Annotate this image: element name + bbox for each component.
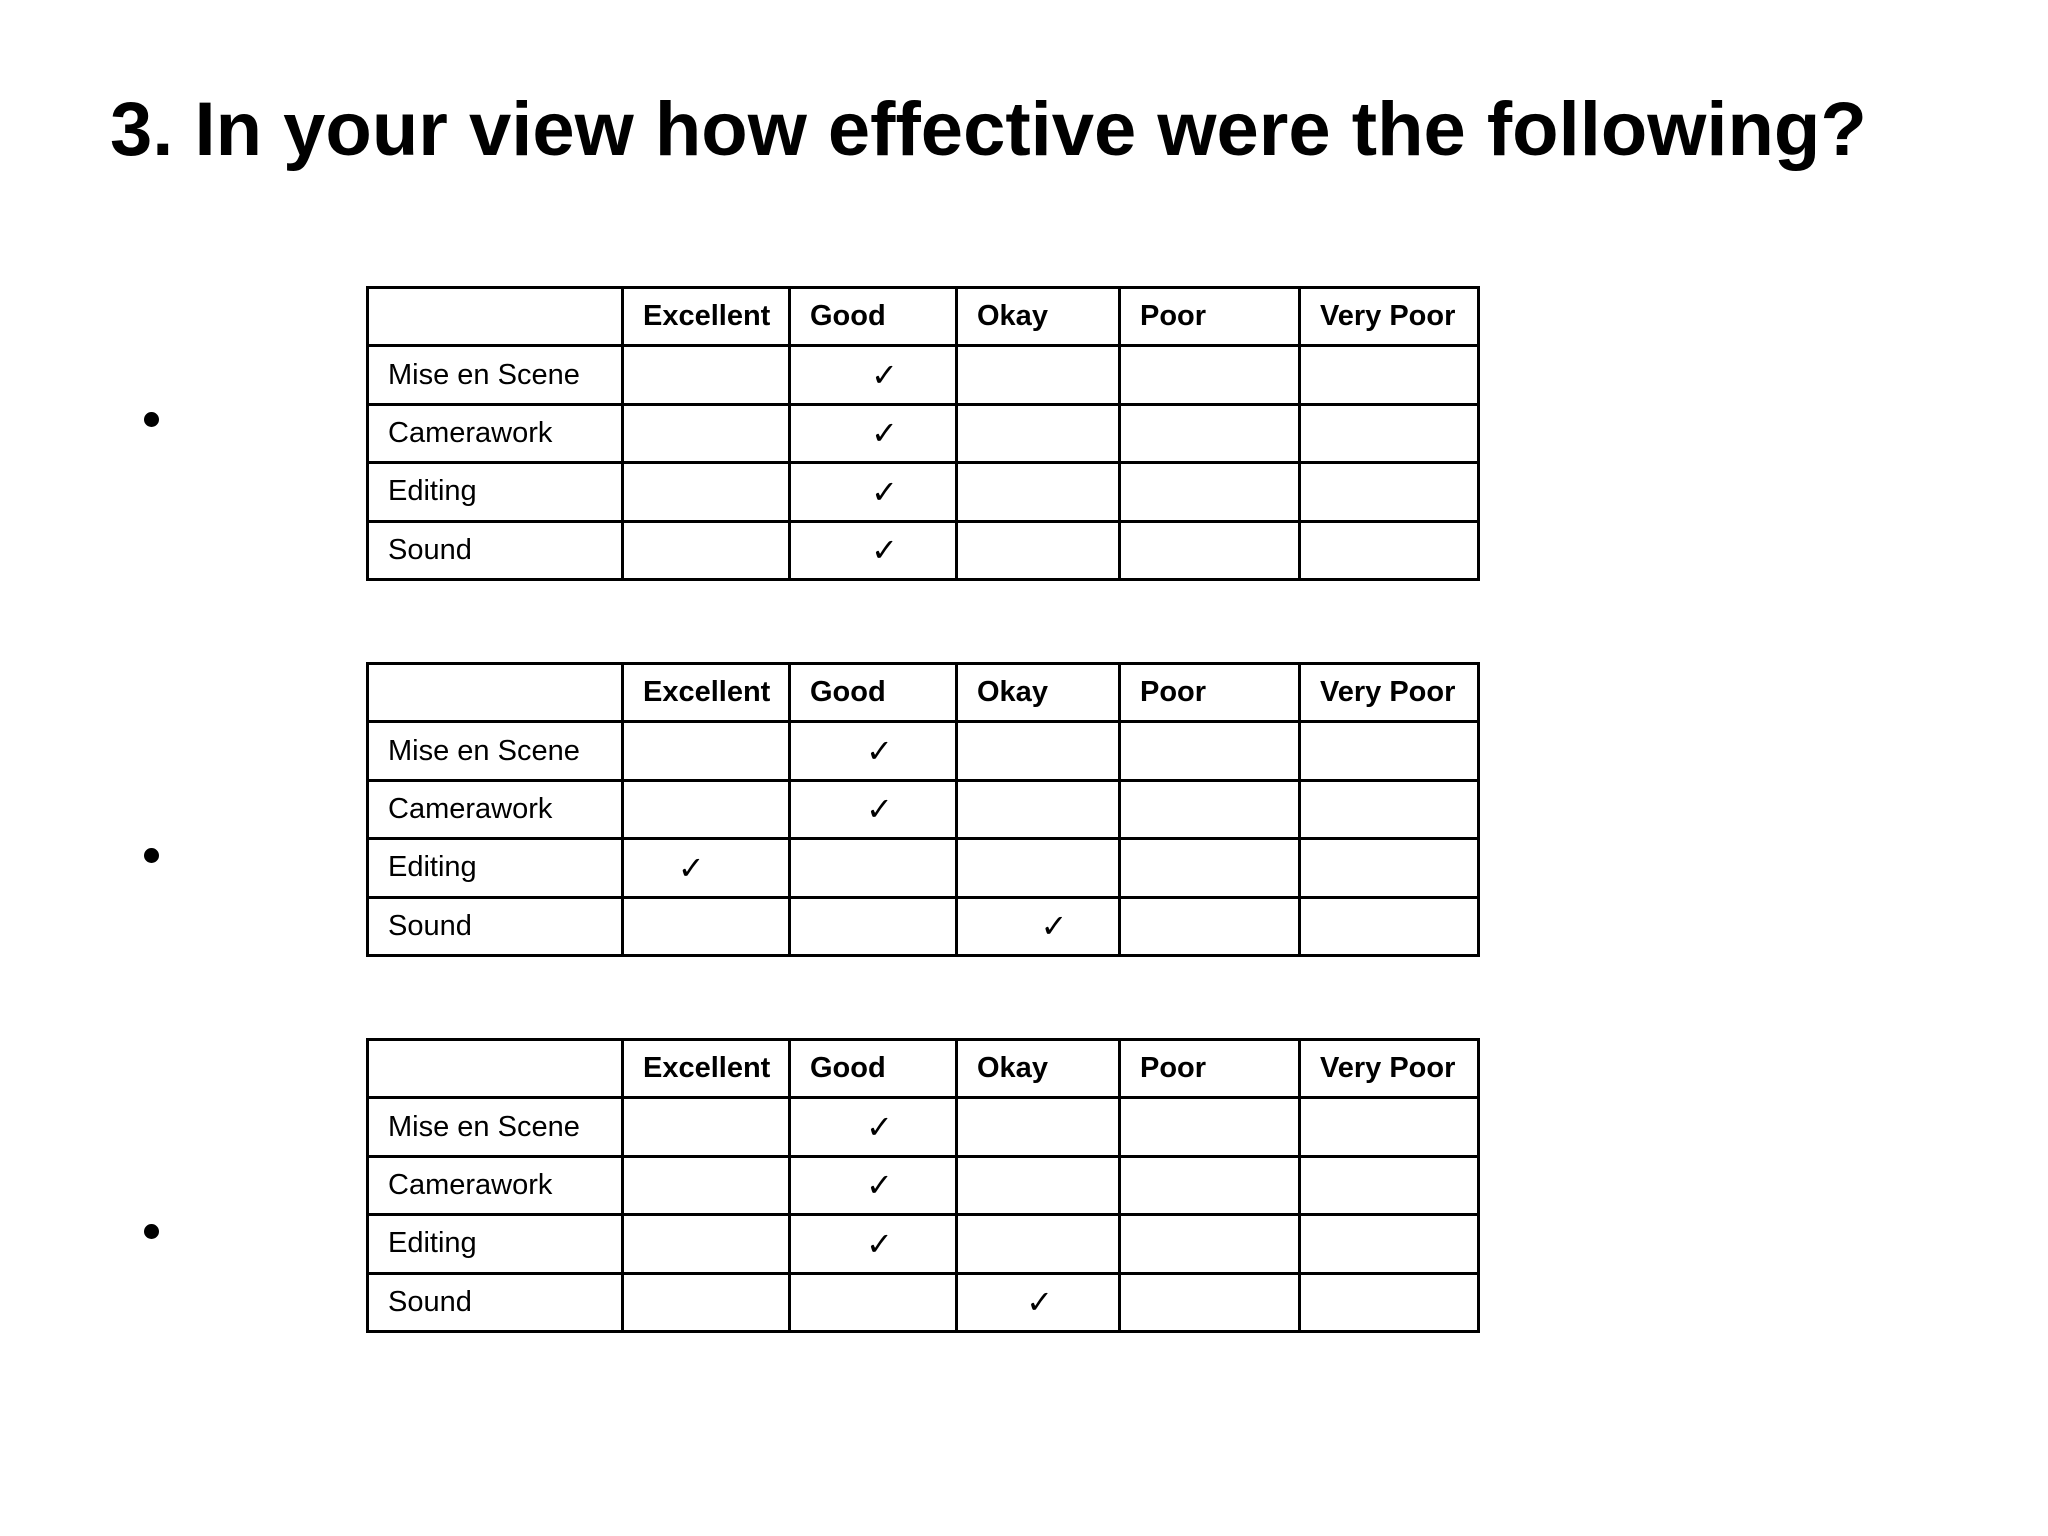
check-mark-icon: ✓ (677, 848, 705, 887)
cell-poor (1120, 780, 1300, 838)
header-cell-okay: Okay (957, 288, 1120, 346)
header-cell-poor: Poor (1120, 664, 1300, 722)
cell-very-poor (1300, 1215, 1479, 1273)
header-cell-good: Good (790, 288, 957, 346)
cell-okay (957, 722, 1120, 780)
header-cell-blank (368, 664, 623, 722)
cell-poor (1120, 1215, 1300, 1273)
header-cell-okay: Okay (957, 1040, 1120, 1098)
slide-title: 3. In your view how effective were the following? (110, 87, 1867, 172)
row-label: Editing (368, 463, 623, 521)
cell-okay (957, 1098, 1120, 1156)
cell-poor (1120, 346, 1300, 404)
table-row (368, 722, 1479, 780)
rating-table (366, 662, 1480, 957)
bullet-point (144, 1224, 159, 1239)
cell-okay (957, 463, 1120, 521)
row-label: Camerawork (368, 1156, 623, 1214)
table-row (368, 780, 1479, 838)
header-cell-good: Good (790, 1040, 957, 1098)
table-row (368, 1273, 1479, 1331)
cell-okay (957, 780, 1120, 838)
check-mark-icon: ✓ (866, 732, 893, 771)
cell-good (790, 521, 957, 579)
table-row (368, 1098, 1479, 1156)
cell-excellent (623, 839, 790, 897)
cell-excellent (623, 1273, 790, 1331)
table-row (368, 897, 1479, 955)
header-cell-very-poor: Very Poor (1300, 1040, 1479, 1098)
header-row (368, 288, 1479, 346)
row-label: Camerawork (368, 780, 623, 838)
check-mark-icon: ✓ (866, 790, 893, 829)
cell-good (790, 897, 957, 955)
check-mark-icon: ✓ (871, 356, 898, 395)
cell-excellent (623, 463, 790, 521)
cell-okay (957, 1156, 1120, 1214)
cell-excellent (623, 404, 790, 462)
cell-poor (1120, 463, 1300, 521)
header-cell-blank (368, 1040, 623, 1098)
check-mark-icon: ✓ (866, 1166, 893, 1205)
table-row (368, 463, 1479, 521)
cell-good (790, 404, 957, 462)
cell-very-poor (1300, 722, 1479, 780)
row-label: Sound (368, 1273, 623, 1331)
check-mark-icon: ✓ (871, 531, 898, 570)
cell-very-poor (1300, 404, 1479, 462)
cell-poor (1120, 521, 1300, 579)
cell-okay (957, 404, 1120, 462)
cell-good (790, 722, 957, 780)
cell-poor (1120, 404, 1300, 462)
cell-okay (957, 1273, 1120, 1331)
row-label: Mise en Scene (368, 346, 623, 404)
row-label: Sound (368, 897, 623, 955)
cell-okay (957, 521, 1120, 579)
bullet-point (144, 848, 159, 863)
cell-good (790, 780, 957, 838)
cell-excellent (623, 780, 790, 838)
header-cell-good: Good (790, 664, 957, 722)
cell-very-poor (1300, 780, 1479, 838)
table-row (368, 1156, 1479, 1214)
cell-good (790, 839, 957, 897)
cell-excellent (623, 1156, 790, 1214)
cell-very-poor (1300, 1098, 1479, 1156)
cell-very-poor (1300, 1156, 1479, 1214)
header-cell-okay: Okay (957, 664, 1120, 722)
cell-excellent (623, 1215, 790, 1273)
cell-good (790, 463, 957, 521)
check-mark-icon: ✓ (1040, 907, 1068, 946)
cell-poor (1120, 1098, 1300, 1156)
cell-very-poor (1300, 463, 1479, 521)
row-label: Editing (368, 839, 623, 897)
cell-poor (1120, 897, 1300, 955)
cell-okay (957, 1215, 1120, 1273)
cell-excellent (623, 1098, 790, 1156)
cell-excellent (623, 346, 790, 404)
bullet-point (144, 412, 159, 427)
cell-excellent (623, 897, 790, 955)
cell-good (790, 1215, 957, 1273)
header-cell-excellent: Excellent (623, 1040, 790, 1098)
row-label: Camerawork (368, 404, 623, 462)
cell-poor (1120, 839, 1300, 897)
cell-poor (1120, 1273, 1300, 1331)
cell-good (790, 1156, 957, 1214)
header-row (368, 664, 1479, 722)
rating-table (366, 1038, 1480, 1333)
table-row (368, 839, 1479, 897)
table-row (368, 404, 1479, 462)
header-cell-very-poor: Very Poor (1300, 664, 1479, 722)
row-label: Mise en Scene (368, 1098, 623, 1156)
cell-good (790, 346, 957, 404)
row-label: Editing (368, 1215, 623, 1273)
cell-very-poor (1300, 346, 1479, 404)
cell-poor (1120, 1156, 1300, 1214)
table-row (368, 1215, 1479, 1273)
cell-okay (957, 897, 1120, 955)
header-cell-poor: Poor (1120, 288, 1300, 346)
cell-okay (957, 839, 1120, 897)
cell-very-poor (1300, 521, 1479, 579)
row-label: Mise en Scene (368, 722, 623, 780)
row-label: Sound (368, 521, 623, 579)
check-mark-icon: ✓ (1026, 1283, 1053, 1322)
cell-good (790, 1098, 957, 1156)
check-mark-icon: ✓ (871, 414, 898, 453)
check-mark-icon: ✓ (866, 1108, 893, 1147)
cell-poor (1120, 722, 1300, 780)
cell-very-poor (1300, 839, 1479, 897)
header-cell-poor: Poor (1120, 1040, 1300, 1098)
check-mark-icon: ✓ (866, 1224, 893, 1263)
header-row (368, 1040, 1479, 1098)
header-cell-very-poor: Very Poor (1300, 288, 1479, 346)
header-cell-blank (368, 288, 623, 346)
cell-good (790, 1273, 957, 1331)
cell-okay (957, 346, 1120, 404)
header-cell-excellent: Excellent (623, 664, 790, 722)
cell-excellent (623, 521, 790, 579)
table-row (368, 521, 1479, 579)
header-cell-excellent: Excellent (623, 288, 790, 346)
cell-very-poor (1300, 1273, 1479, 1331)
cell-excellent (623, 722, 790, 780)
table-row (368, 346, 1479, 404)
cell-very-poor (1300, 897, 1479, 955)
rating-table (366, 286, 1480, 581)
check-mark-icon: ✓ (871, 472, 898, 511)
